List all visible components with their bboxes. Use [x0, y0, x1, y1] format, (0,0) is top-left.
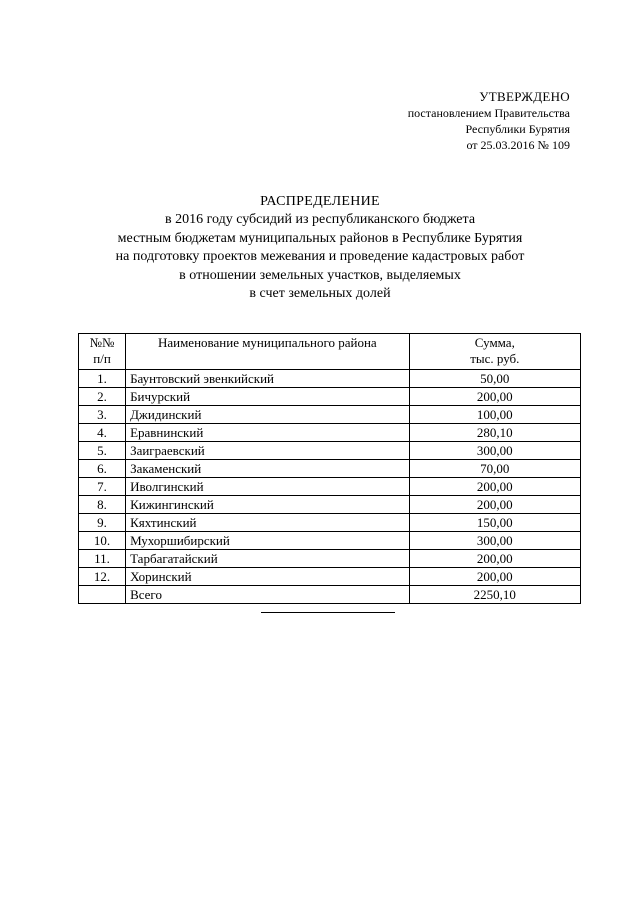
table-row	[79, 478, 581, 496]
subsidy-sum: 200,00	[409, 496, 580, 514]
subsidy-sum: 200,00	[409, 550, 580, 568]
subsidy-sum: 280,10	[409, 424, 580, 442]
district-name: Баунтовский эвенкийский	[126, 370, 410, 388]
approval-date: от 25.03.2016 № 109	[466, 138, 570, 152]
document-title: РАСПРЕДЕЛЕНИЕ	[260, 194, 380, 209]
subsidy-sum: 300,00	[409, 442, 580, 460]
row-number: 1.	[79, 370, 126, 388]
approval-line-2: Республики Бурятия	[465, 122, 570, 136]
table-row	[79, 424, 581, 442]
row-number: 8.	[79, 496, 126, 514]
total-sum: 2250,10	[409, 586, 580, 604]
header-number-line-2: п/п	[93, 351, 111, 366]
subsidy-sum: 150,00	[409, 514, 580, 532]
subsidy-sum: 200,00	[409, 478, 580, 496]
district-name: Кяхтинский	[126, 514, 410, 532]
heading-line-3: на подготовку проектов межевания и проведение кадастровых работ	[115, 249, 525, 265]
table-header-row	[79, 334, 581, 370]
district-name: Хоринский	[126, 568, 410, 586]
heading-line-1: в 2016 году субсидий из республиканского бюджета	[164, 212, 476, 228]
header-number-line-1: №№	[89, 335, 115, 350]
district-name: Джидинский	[126, 406, 410, 424]
document-heading	[0, 193, 640, 303]
row-number: 2.	[79, 388, 126, 406]
table-row	[79, 460, 581, 478]
heading-line-5: в счет земельных долей	[249, 286, 391, 302]
subsidy-sum: 200,00	[409, 388, 580, 406]
subsidy-sum: 100,00	[409, 406, 580, 424]
approval-line-1: постановлением Правительства	[407, 106, 570, 120]
table-row	[79, 514, 581, 532]
table-row	[79, 550, 581, 568]
district-name: Иволгинский	[126, 478, 410, 496]
header-sum-line-2: тыс. руб.	[470, 351, 520, 366]
row-number: 5.	[79, 442, 126, 460]
approval-block	[408, 89, 570, 153]
table-row	[79, 406, 581, 424]
row-number: 4.	[79, 424, 126, 442]
row-number: 6.	[79, 460, 126, 478]
header-district-name: Наименование муниципального района	[126, 334, 410, 370]
heading-line-2: местным бюджетам муниципальных районов в Республике Бурятия	[117, 230, 523, 246]
district-name: Бичурский	[126, 388, 410, 406]
subsidy-sum: 300,00	[409, 532, 580, 550]
table-row	[79, 370, 581, 388]
table-row	[79, 442, 581, 460]
header-sum-line-1: Сумма,	[474, 335, 515, 350]
approved-stamp: УТВЕРЖДЕНО	[479, 89, 570, 104]
total-number	[79, 586, 126, 604]
distribution-table	[78, 333, 581, 604]
header-sum	[409, 334, 580, 370]
row-number: 3.	[79, 406, 126, 424]
row-number: 7.	[79, 478, 126, 496]
subsidy-sum: 70,00	[409, 460, 580, 478]
district-name: Заиграевский	[126, 442, 410, 460]
table-row	[79, 568, 581, 586]
table-total-row	[79, 586, 581, 604]
closing-separator-line	[261, 612, 395, 613]
subsidy-sum: 50,00	[409, 370, 580, 388]
row-number: 12.	[79, 568, 126, 586]
row-number: 11.	[79, 550, 126, 568]
district-name: Тарбагатайский	[126, 550, 410, 568]
district-name: Кижингинский	[126, 496, 410, 514]
table-row	[79, 532, 581, 550]
heading-line-4: в отношении земельных участков, выделяемых	[179, 267, 461, 283]
district-name: Мухоршибирский	[126, 532, 410, 550]
row-number: 10.	[79, 532, 126, 550]
subsidy-sum: 200,00	[409, 568, 580, 586]
row-number: 9.	[79, 514, 126, 532]
table-row	[79, 388, 581, 406]
table-row	[79, 496, 581, 514]
district-name: Закаменский	[126, 460, 410, 478]
total-label: Всего	[126, 586, 410, 604]
header-number	[79, 334, 126, 370]
district-name: Еравнинский	[126, 424, 410, 442]
